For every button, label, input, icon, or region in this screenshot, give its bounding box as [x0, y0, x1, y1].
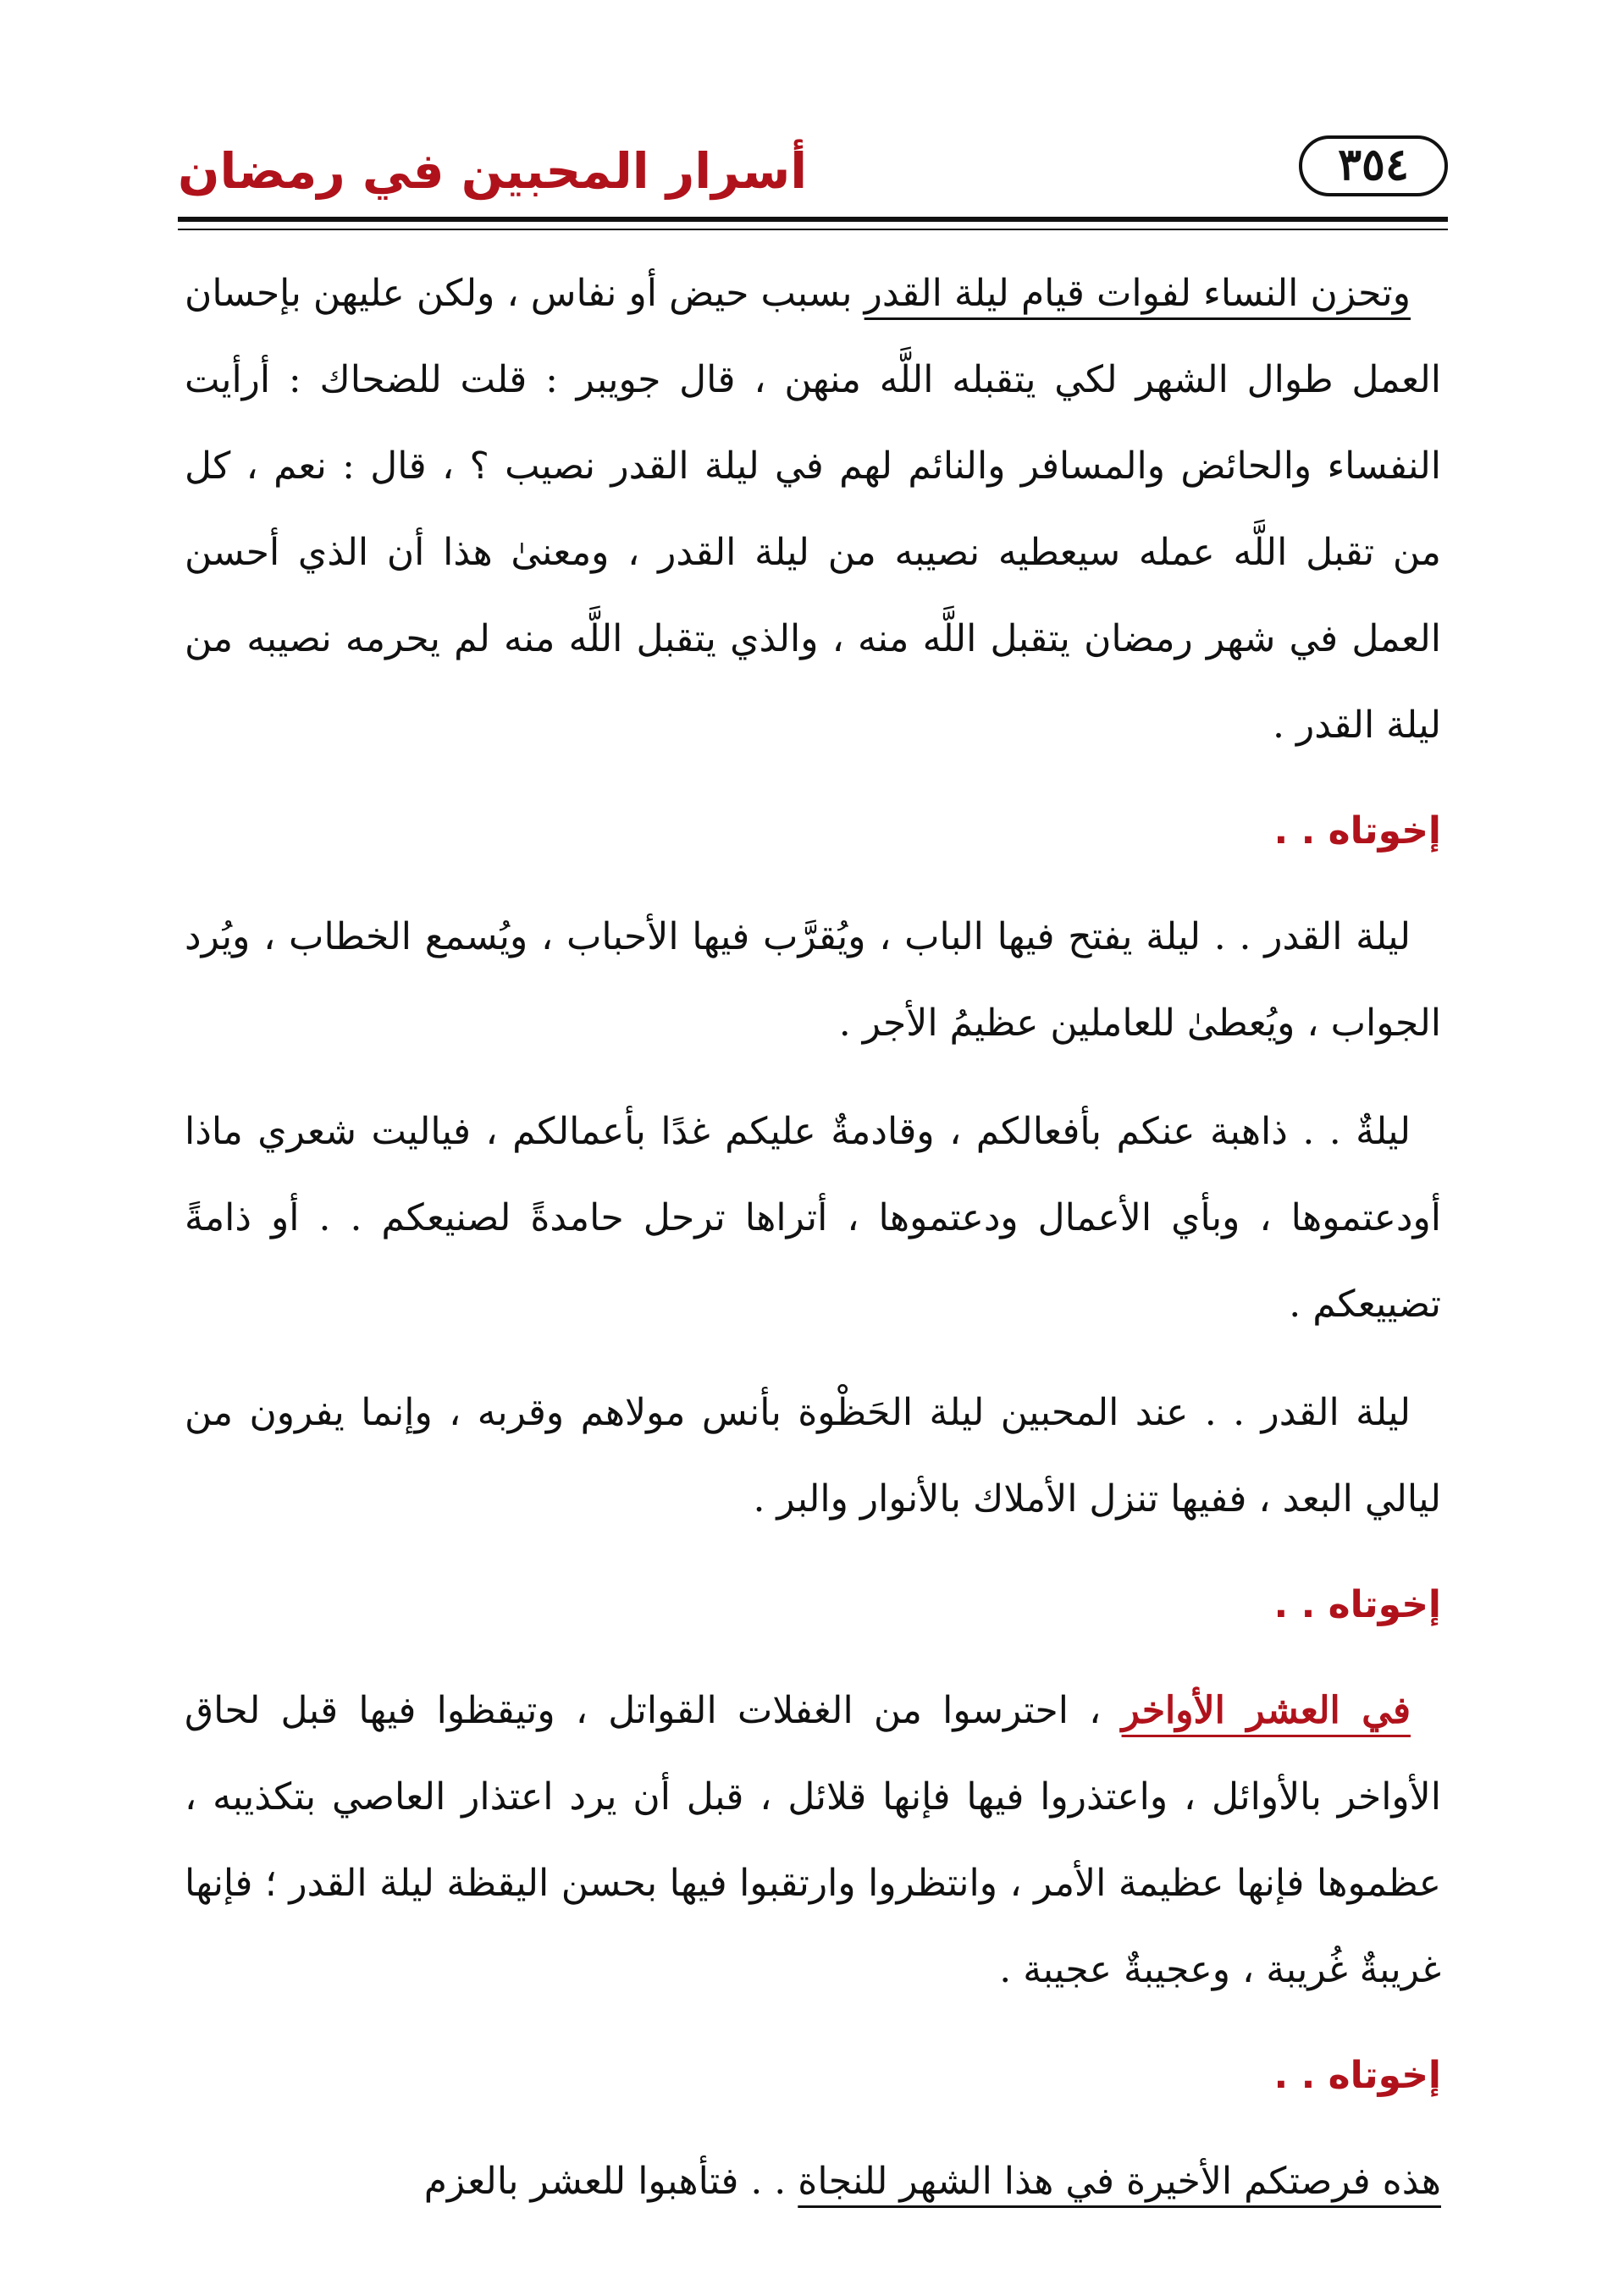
- red-underlined-phrase: في العشر الأواخر: [1121, 1689, 1411, 1732]
- paragraph-1: [185, 251, 1441, 769]
- book-title: أسرار المحبين في رمضان: [178, 142, 808, 200]
- page-body: [185, 251, 1441, 2247]
- paragraph-3: [185, 1089, 1441, 1348]
- underlined-phrase: هذه فرصتكم الأخيرة في هذا الشهر للنجاة: [798, 2160, 1441, 2203]
- paragraph-text: ، احترسوا من الغفلات القواتل ، وتيقظوا فيها قبل لحاق الأواخر بالأوائل ، واعتذروا فيها فإنها قلائل ، قبل أن يرد اعتذار العاصي بتكذيبه ، عظموها فإنها عظيمة الأمر ، وانتظروا وارتقبوا فيها بحسن اليقظة ليلة القدر ؛ فإنها غريبةٌ غُريبة ، وعجيبةٌ عجيبة .: [185, 1689, 1441, 1991]
- paragraph-text: ليلة القدر . . عند المحبين ليلة الحَظْوة بأنس مولاهم وقربه ، وإنما يفرون من ليالي البعد ، ففيها تنزل الأملاك بالأنوار والبر .: [185, 1391, 1441, 1521]
- paragraph-text: ليلةٌ . . ذاهبة عنكم بأفعالكم ، وقادمةٌ عليكم غدًا بأعمالكم ، فياليت شعري ماذا أودعتموها ، وبأي الأعمال ودعتموها ، أتراها ترحل حامدةً لصنيعكم . . أو ذامةً تضييعكم .: [185, 1110, 1441, 1326]
- paragraph-text: ليلة القدر . . ليلة يفتح فيها الباب ، ويُقرَّب فيها الأحباب ، ويُسمع الخطاب ، ويُرد الجواب ، ويُعطىٰ للعاملين عظيمُ الأجر .: [185, 915, 1441, 1045]
- page-header: [178, 127, 1448, 220]
- paragraph-6: [185, 2139, 1441, 2225]
- page-number: ٣٥٤: [1299, 135, 1448, 196]
- paragraph-4: [185, 1370, 1441, 1543]
- header-rule-thick: [178, 217, 1448, 222]
- section-heading-3: إخوتاه . .: [1273, 2054, 1441, 2097]
- header-rule-thin: [178, 229, 1448, 230]
- paragraph-2: [185, 894, 1441, 1067]
- section-heading-1: إخوتاه . .: [1273, 809, 1441, 853]
- paragraph-5: [185, 1668, 1441, 2013]
- paragraph-text: بسبب حيض أو نفاس ، ولكن عليهن بإحسان العمل طوال الشهر لكي يتقبله اللَّه منهن ، قال جويبر : قلت للضحاك : أرأيت النفساء والحائض والمسافر والنائم لهم في ليلة القدر نصيب ؟ ، قال : نعم ، كل من تقبل اللَّه عمله سيعطيه نصيبه من ليلة القدر ، ومعنىٰ هذا أن الذي أحسن العمل في شهر رمضان يتقبل اللَّه منه ، والذي يتقبل اللَّه منه لم يحرمه نصيبه من ليلة القدر .: [185, 272, 1442, 747]
- paragraph-text: . . فتأهبوا للعشر بالعزم: [423, 2160, 798, 2203]
- underlined-phrase: وتحزن النساء لفوات قيام ليلة القدر: [864, 272, 1411, 315]
- section-heading-2: إخوتاه . .: [1273, 1583, 1441, 1626]
